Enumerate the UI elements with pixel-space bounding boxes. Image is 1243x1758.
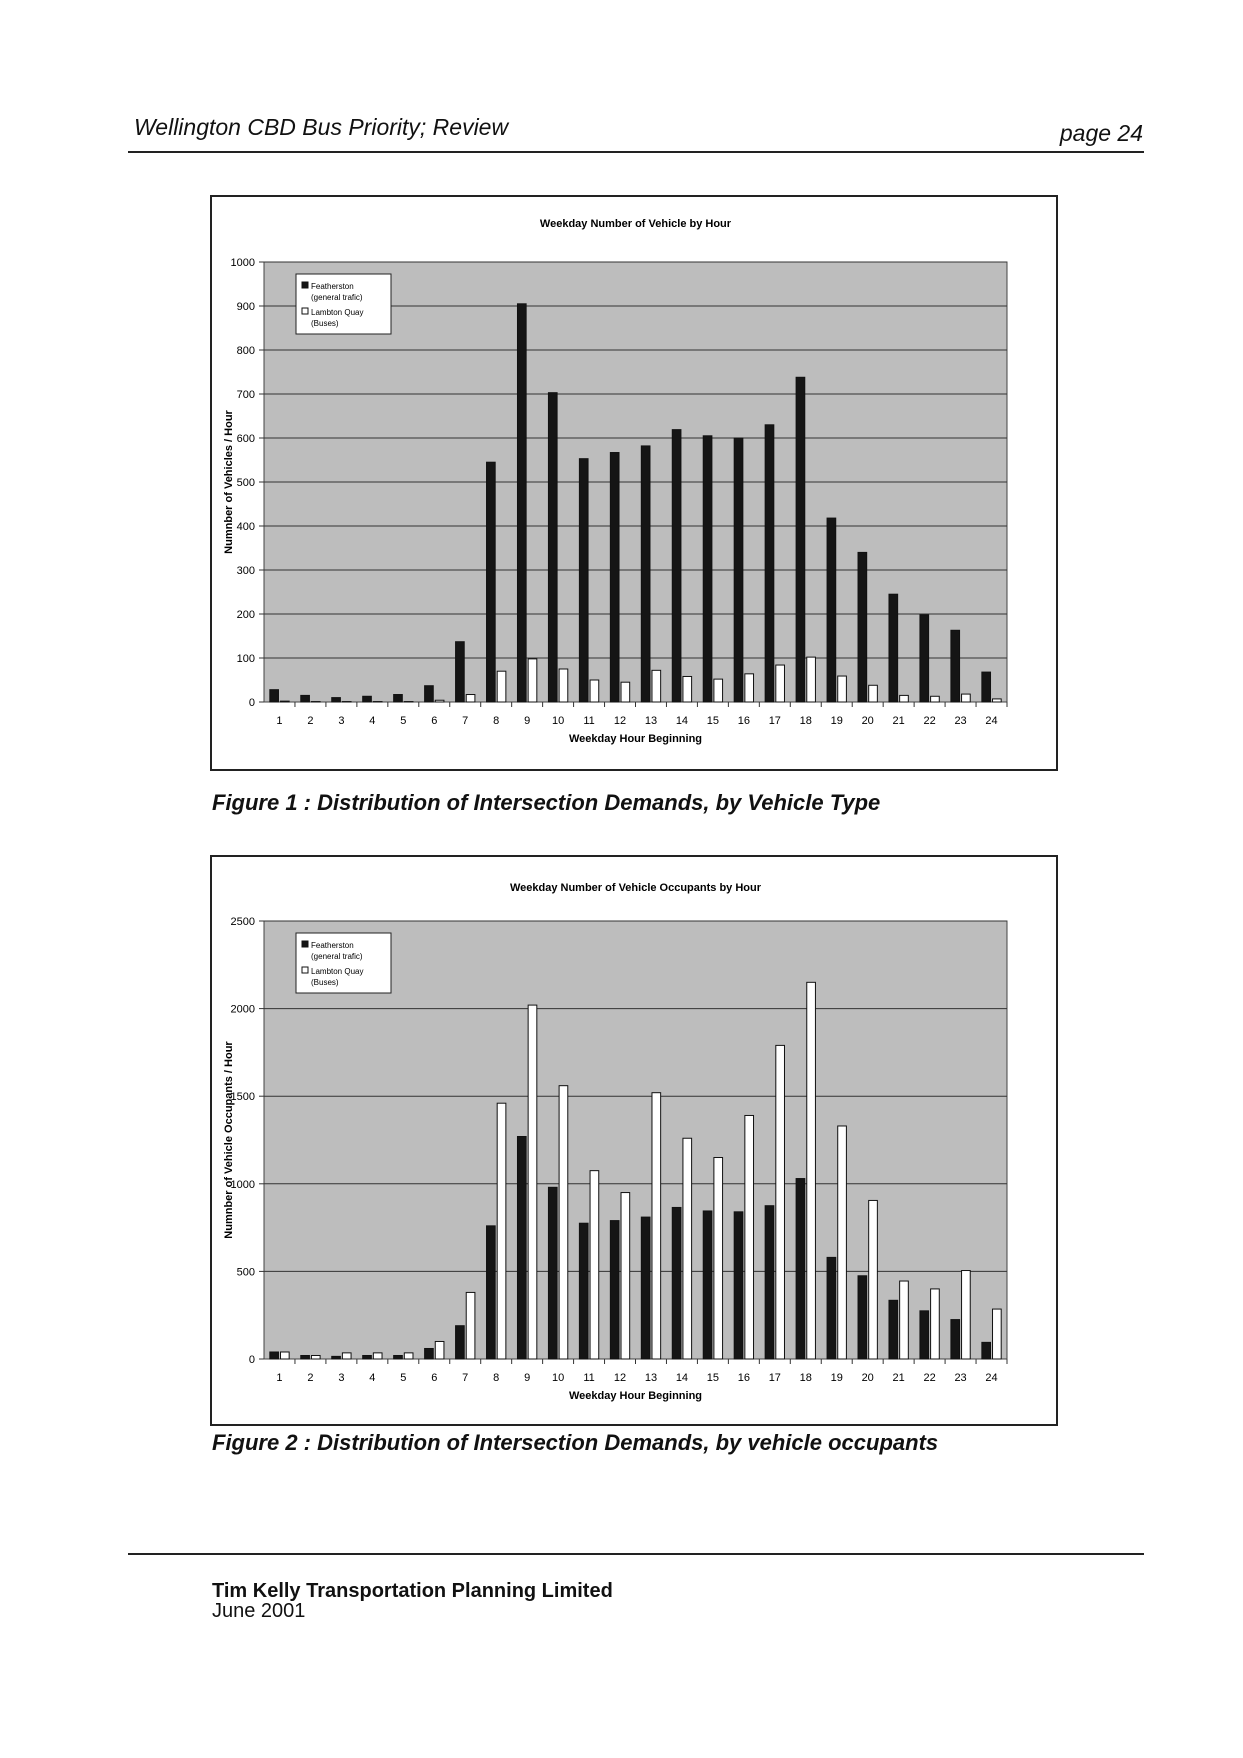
bar-featherston: [548, 393, 557, 702]
bar-lambton-quay: [497, 1103, 506, 1359]
y-tick-label: 500: [236, 1266, 255, 1279]
x-tick-label: 14: [675, 1372, 689, 1384]
x-tick-label: 1: [276, 715, 283, 727]
bar-featherston: [827, 1257, 836, 1359]
bar-lambton-quay: [559, 669, 568, 702]
bar-featherston: [517, 304, 526, 702]
y-tick-label: 0: [248, 697, 255, 709]
x-tick-label: 18: [799, 1372, 812, 1384]
y-tick-label: 2500: [230, 916, 255, 928]
bar-featherston: [301, 695, 310, 702]
bar-lambton-quay: [714, 1158, 723, 1359]
x-tick-label: 19: [830, 1372, 843, 1384]
x-tick-label: 15: [706, 715, 720, 727]
bar-featherston: [703, 436, 712, 702]
occupants-bar-chart: [212, 857, 1056, 1424]
bar-featherston: [394, 695, 403, 702]
bar-lambton-quay: [528, 1005, 537, 1359]
bar-lambton-quay: [931, 696, 940, 702]
x-tick-label: 6: [431, 715, 438, 727]
x-tick-label: 15: [706, 1372, 720, 1384]
legend-swatch-featherston: [302, 282, 308, 288]
bar-featherston: [920, 1311, 929, 1359]
bar-featherston: [301, 1355, 310, 1359]
x-tick-label: 9: [524, 1372, 531, 1384]
bar-featherston: [641, 446, 650, 702]
x-axis-label: Weekday Hour Beginning: [568, 733, 703, 745]
x-tick-label: 23: [954, 1372, 967, 1384]
bar-lambton-quay: [652, 1093, 661, 1359]
chart-title: Weekday Number of Vehicle Occupants by Hour: [509, 882, 762, 894]
x-tick-label: 3: [338, 1372, 345, 1384]
x-tick-label: 24: [985, 1372, 998, 1384]
bar-featherston: [703, 1211, 712, 1359]
bar-lambton-quay: [962, 1271, 971, 1359]
y-tick-label: 600: [236, 433, 255, 445]
bar-featherston: [425, 686, 434, 702]
legend-swatch-lambton-quay: [302, 967, 308, 973]
legend-swatch-lambton-quay: [302, 308, 308, 314]
bar-featherston: [889, 594, 898, 702]
x-tick-label: 7: [462, 1372, 469, 1384]
bar-lambton-quay: [900, 695, 909, 702]
bar-featherston: [548, 1187, 557, 1359]
bar-lambton-quay: [745, 1115, 754, 1359]
bar-featherston: [487, 462, 496, 702]
y-tick-label: 1000: [230, 1178, 255, 1191]
x-tick-label: 16: [737, 1372, 750, 1384]
x-tick-label: 11: [583, 715, 595, 727]
x-tick-label: 4: [369, 715, 376, 727]
bar-featherston: [270, 690, 279, 702]
bar-featherston: [610, 453, 619, 702]
x-tick-label: 22: [923, 1372, 936, 1384]
bar-featherston: [734, 438, 743, 702]
bar-featherston: [765, 1206, 774, 1359]
bar-featherston: [332, 1356, 341, 1359]
bar-lambton-quay: [621, 682, 630, 702]
bar-featherston: [951, 630, 960, 702]
x-tick-label: 16: [737, 715, 750, 727]
figure-2-caption: Figure 2 : Distribution of Intersection Demands, by vehicle occupants: [212, 1430, 939, 1455]
x-tick-label: 24: [985, 715, 998, 727]
bar-featherston: [672, 430, 681, 702]
bar-featherston: [363, 696, 372, 702]
x-tick-label: 8: [493, 1372, 500, 1384]
header-divider: [128, 151, 1144, 153]
y-axis-label: Numnber of Vehicle Occupants / Hour: [223, 1041, 235, 1239]
x-tick-label: 5: [400, 1372, 407, 1384]
bar-lambton-quay: [962, 694, 971, 702]
legend-label-lambton-quay-sub: (Buses): [311, 978, 339, 987]
bar-lambton-quay: [373, 1353, 382, 1359]
bar-lambton-quay: [404, 1353, 413, 1359]
x-tick-label: 21: [892, 1372, 905, 1384]
bar-featherston: [456, 1326, 465, 1359]
figure-2-chart: [210, 855, 1058, 1426]
bar-lambton-quay: [497, 671, 506, 702]
bar-lambton-quay: [776, 1045, 785, 1359]
bar-lambton-quay: [559, 1086, 568, 1359]
bar-featherston: [332, 698, 341, 702]
x-tick-label: 17: [768, 1372, 781, 1384]
legend-label-lambton-quay: Lambton Quay: [311, 308, 364, 317]
x-tick-label: 19: [830, 715, 843, 727]
legend-label-featherston-sub: (general trafic): [311, 293, 363, 302]
x-tick-label: 11: [583, 1372, 595, 1384]
y-axis-label: Numnber of Vehicles / Hour: [223, 410, 235, 554]
bar-featherston: [517, 1136, 526, 1359]
y-tick-label: 400: [236, 521, 255, 533]
bar-lambton-quay: [993, 1309, 1002, 1359]
bar-featherston: [765, 425, 774, 702]
x-tick-label: 20: [861, 1372, 874, 1384]
bar-lambton-quay: [838, 676, 847, 702]
footer-date: June 2001: [212, 1600, 306, 1622]
bar-lambton-quay: [931, 1289, 940, 1359]
bar-lambton-quay: [652, 670, 661, 702]
bar-lambton-quay: [714, 679, 723, 702]
bar-featherston: [796, 377, 805, 702]
x-tick-label: 2: [307, 1372, 314, 1384]
legend-label-featherston-sub: (general trafic): [311, 952, 363, 961]
y-tick-label: 800: [236, 345, 255, 357]
y-tick-label: 0: [248, 1354, 255, 1366]
bar-lambton-quay: [745, 674, 754, 702]
bar-lambton-quay: [280, 1352, 289, 1359]
figure-1-caption: Figure 1 : Distribution of Intersection Demands, by Vehicle Type: [212, 790, 881, 815]
bar-featherston: [270, 1352, 279, 1359]
y-tick-label: 300: [236, 565, 255, 577]
bar-lambton-quay: [435, 1341, 444, 1359]
legend-label-lambton-quay: Lambton Quay: [311, 967, 364, 976]
x-tick-label: 13: [644, 1372, 658, 1384]
bar-featherston: [610, 1221, 619, 1359]
bar-featherston: [487, 1226, 496, 1359]
bar-featherston: [858, 1276, 867, 1359]
x-tick-label: 9: [524, 715, 531, 727]
y-tick-label: 200: [236, 609, 255, 621]
bar-featherston: [982, 1342, 991, 1359]
bar-lambton-quay: [621, 1193, 630, 1359]
bar-lambton-quay: [807, 657, 816, 702]
bar-lambton-quay: [342, 1353, 351, 1359]
bar-featherston: [827, 518, 836, 702]
x-tick-label: 7: [462, 715, 469, 727]
x-tick-label: 2: [307, 715, 314, 727]
bar-featherston: [796, 1179, 805, 1359]
y-tick-label: 900: [236, 301, 255, 313]
bar-lambton-quay: [683, 1138, 692, 1359]
bar-featherston: [394, 1355, 403, 1359]
x-tick-label: 22: [923, 715, 936, 727]
x-tick-label: 10: [551, 1372, 565, 1384]
bar-lambton-quay: [869, 1200, 878, 1359]
x-tick-label: 13: [644, 715, 658, 727]
bar-featherston: [982, 672, 991, 702]
bar-lambton-quay: [280, 701, 289, 702]
x-tick-label: 1: [276, 1372, 283, 1384]
y-tick-label: 2000: [230, 1003, 255, 1016]
document-title: Wellington CBD Bus Priority; Review: [134, 114, 509, 140]
x-tick-label: 20: [861, 715, 874, 727]
bar-featherston: [579, 459, 588, 702]
bar-featherston: [951, 1320, 960, 1359]
vehicles-bar-chart: [212, 197, 1056, 769]
x-tick-label: 5: [400, 715, 407, 727]
bar-featherston: [579, 1223, 588, 1359]
bar-featherston: [456, 642, 465, 702]
bar-featherston: [920, 615, 929, 702]
y-tick-label: 500: [236, 477, 255, 489]
bar-featherston: [425, 1348, 434, 1359]
bar-lambton-quay: [683, 676, 692, 702]
y-tick-label: 100: [236, 653, 255, 665]
bar-lambton-quay: [466, 695, 475, 702]
footer-company: Tim Kelly Transportation Planning Limited: [212, 1580, 613, 1602]
page-number: page 24: [1059, 120, 1143, 146]
bar-lambton-quay: [590, 680, 599, 702]
x-tick-label: 10: [551, 715, 565, 727]
y-tick-label: 1500: [230, 1091, 255, 1104]
x-tick-label: 3: [338, 715, 345, 727]
bar-lambton-quay: [807, 982, 816, 1359]
x-tick-label: 4: [369, 1372, 376, 1384]
x-tick-label: 6: [431, 1372, 438, 1384]
chart-title: Weekday Number of Vehicle by Hour: [539, 218, 732, 230]
footer-divider: [128, 1553, 1144, 1555]
y-tick-label: 1000: [230, 257, 255, 269]
bar-featherston: [734, 1212, 743, 1359]
x-axis-label: Weekday Hour Beginning: [568, 1390, 703, 1402]
legend-swatch-featherston: [302, 941, 308, 947]
bar-lambton-quay: [869, 685, 878, 702]
bar-lambton-quay: [466, 1292, 475, 1359]
x-tick-label: 23: [954, 715, 967, 727]
x-tick-label: 18: [799, 715, 812, 727]
x-tick-label: 8: [493, 715, 500, 727]
legend-label-featherston: Featherston: [311, 282, 354, 291]
legend-label-featherston: Featherston: [311, 941, 354, 950]
bar-lambton-quay: [311, 1355, 320, 1359]
x-tick-label: 12: [613, 715, 627, 727]
bar-lambton-quay: [838, 1126, 847, 1359]
bar-featherston: [889, 1300, 898, 1359]
figure-1-chart: [210, 195, 1058, 771]
bar-featherston: [641, 1217, 650, 1359]
bar-lambton-quay: [528, 659, 537, 702]
x-tick-label: 21: [892, 715, 905, 727]
x-tick-label: 17: [768, 715, 781, 727]
bar-lambton-quay: [993, 699, 1002, 702]
bar-lambton-quay: [435, 700, 444, 702]
bar-featherston: [858, 552, 867, 702]
x-tick-label: 14: [675, 715, 689, 727]
bar-lambton-quay: [590, 1171, 599, 1359]
bar-lambton-quay: [900, 1281, 909, 1359]
bar-lambton-quay: [776, 665, 785, 702]
bar-featherston: [672, 1207, 681, 1359]
legend-label-lambton-quay-sub: (Buses): [311, 319, 339, 328]
x-tick-label: 12: [613, 1372, 627, 1384]
bar-featherston: [363, 1355, 372, 1359]
y-tick-label: 700: [236, 389, 255, 401]
